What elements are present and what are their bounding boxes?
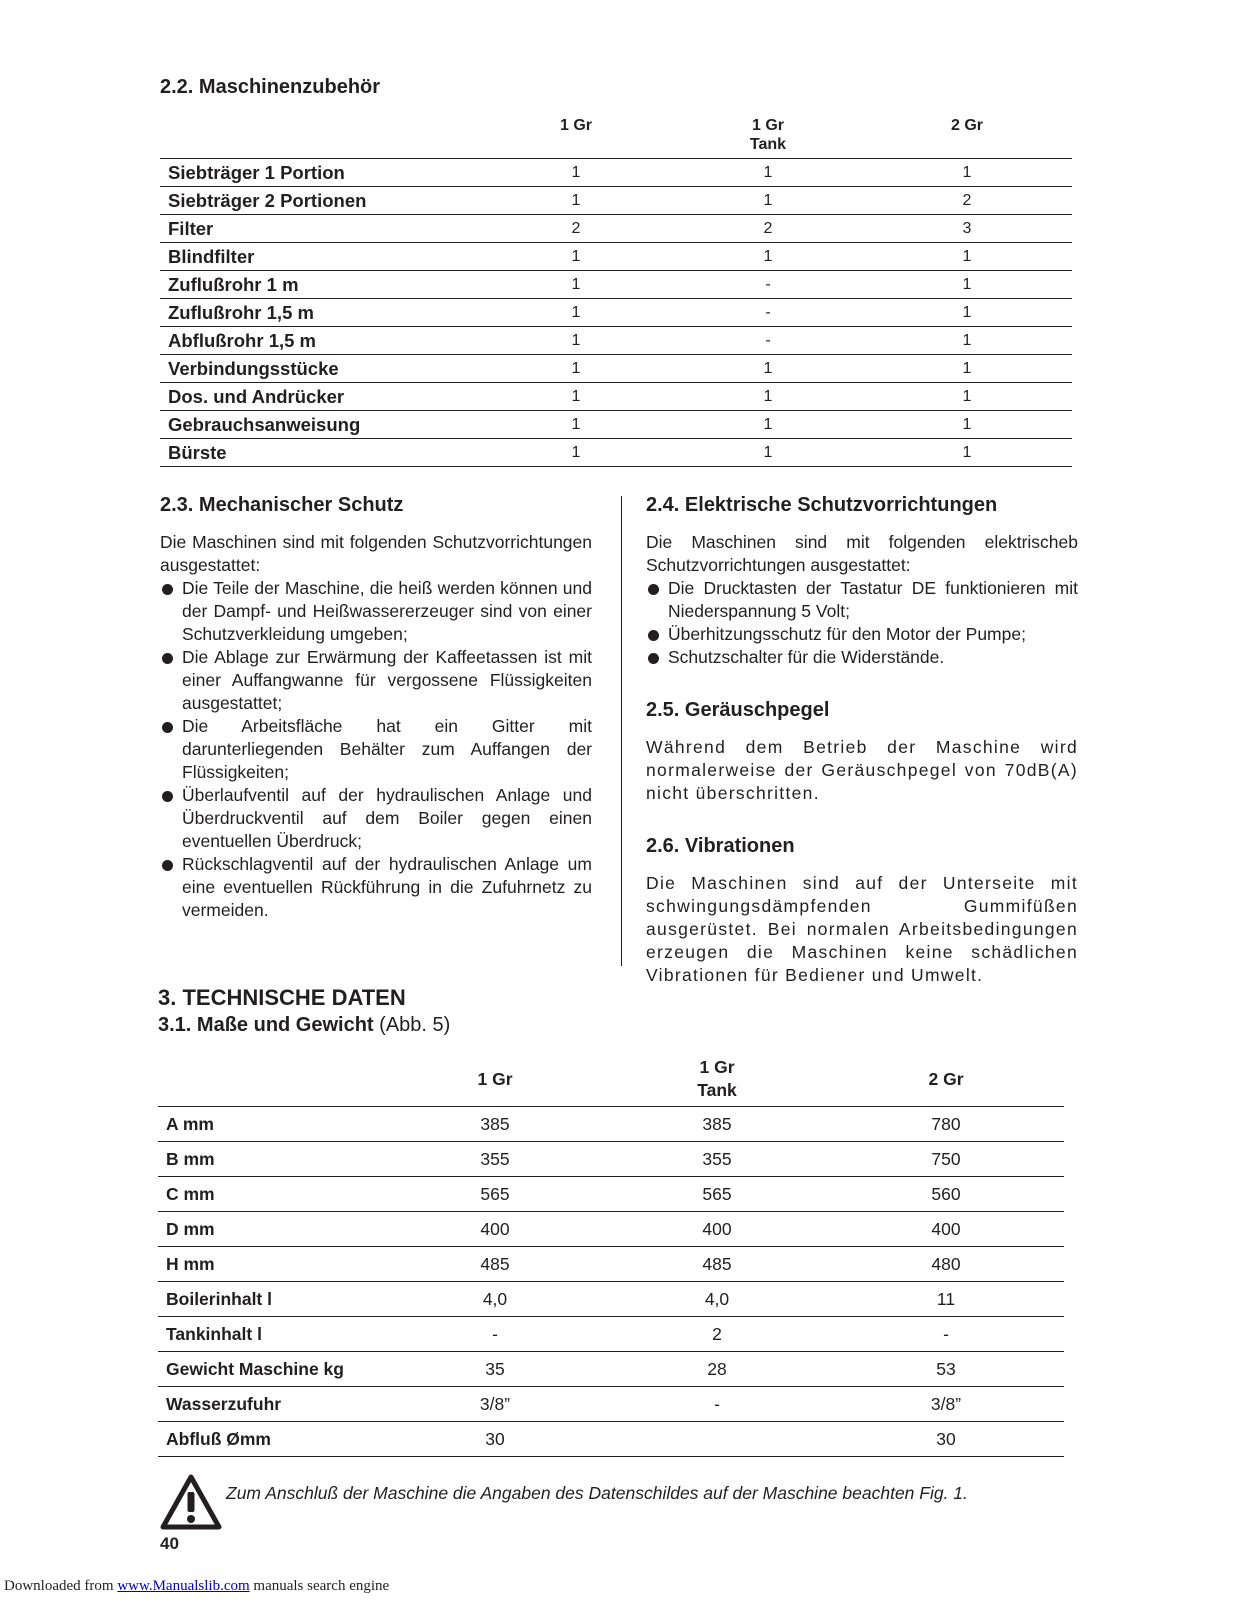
table-cell: 30: [384, 1422, 606, 1457]
header-col: 1 Gr Tank: [697, 1057, 737, 1100]
bullet-icon: [162, 584, 173, 595]
table-row: [160, 355, 1072, 383]
row-label: Gebrauchsanweisung: [160, 411, 478, 439]
mechanical-protection-intro: Die Maschinen sind mit folgenden Schutzvorrichtungen ausgestattet:: [160, 532, 592, 575]
table-cell: 1: [478, 439, 674, 467]
table-cell: 53: [828, 1352, 1064, 1387]
table-cell: 1: [862, 439, 1072, 467]
table-row: [158, 1212, 1064, 1247]
table-cell: 3/8”: [828, 1387, 1064, 1422]
header-col: 2 Gr: [950, 117, 983, 134]
table-cell: 4,0: [606, 1282, 828, 1317]
row-label: H mm: [158, 1247, 384, 1282]
table-cell: 1: [862, 243, 1072, 271]
table-row: [158, 1247, 1064, 1282]
table-cell: 1: [862, 411, 1072, 439]
row-label: Zuflußrohr 1 m: [160, 271, 478, 299]
table-row: [160, 215, 1072, 243]
table-cell: 480: [828, 1247, 1064, 1282]
dimensions-subtitle: [158, 1014, 450, 1037]
technical-data-table: [158, 1054, 1064, 1457]
list-item: Die Teile der Maschine, die heiß werden können und der Dampf- und Heißwassererzeuger sind von einer Schutzverkleidung umgeben;: [160, 577, 592, 646]
table-row: [160, 243, 1072, 271]
row-label: Wasserzufuhr: [158, 1387, 384, 1422]
table-row: [160, 299, 1072, 327]
row-label: Filter: [160, 215, 478, 243]
mechanical-protection-list: [160, 577, 592, 922]
table-cell: -: [674, 299, 862, 327]
table-cell: 1: [478, 159, 674, 187]
table-cell: 1: [862, 355, 1072, 383]
table-cell: 30: [828, 1422, 1064, 1457]
row-label: Dos. und Andrücker: [160, 383, 478, 411]
table-cell: 750: [828, 1142, 1064, 1177]
download-footer: [4, 1578, 389, 1595]
row-label: C mm: [158, 1177, 384, 1212]
technical-header-row: [158, 1054, 1064, 1107]
table-row: [160, 383, 1072, 411]
table-row: [158, 1142, 1064, 1177]
table-cell: 1: [478, 355, 674, 383]
row-label: Bürste: [160, 439, 478, 467]
noise-title: 2.5. Geräuschpegel: [646, 699, 830, 721]
table-row: [158, 1387, 1064, 1422]
table-cell: 355: [384, 1142, 606, 1177]
table-cell: 1: [674, 439, 862, 467]
electrical-protection-list: [646, 577, 1078, 669]
table-cell: 2: [862, 187, 1072, 215]
table-cell: 1: [674, 355, 862, 383]
table-cell: -: [606, 1387, 828, 1422]
row-label: Siebträger 2 Portionen: [160, 187, 478, 215]
header-col: 1 Gr: [559, 117, 592, 134]
list-item: Die Arbeitsfläche hat ein Gitter mit darunterliegenden Behälter zum Auffangen der Flüssigkeiten;: [160, 715, 592, 784]
page-number: 40: [160, 1534, 179, 1553]
right-column: [646, 494, 1078, 987]
table-cell: 1: [862, 327, 1072, 355]
list-item: Die Drucktasten der Tastatur DE funktionieren mit Niederspannung 5 Volt;: [646, 577, 1078, 623]
accessories-table: [160, 114, 1072, 467]
manualslib-link[interactable]: www.Manualslib.com: [117, 1578, 250, 1594]
table-cell: 400: [384, 1212, 606, 1247]
dimensions-subtitle-ref: (Abb. 5): [379, 1014, 451, 1036]
table-row: [158, 1107, 1064, 1142]
header-empty: [160, 114, 478, 159]
bullet-icon: [648, 653, 659, 664]
table-row: [158, 1317, 1064, 1352]
table-row: [160, 327, 1072, 355]
table-cell: 1: [862, 159, 1072, 187]
table-cell: 1: [862, 383, 1072, 411]
table-cell: 11: [828, 1282, 1064, 1317]
table-cell: 565: [606, 1177, 828, 1212]
table-cell: 35: [384, 1352, 606, 1387]
bullet-icon: [162, 791, 173, 802]
row-label: Abfluß Ømm: [158, 1422, 384, 1457]
table-cell: 400: [606, 1212, 828, 1247]
table-row: [160, 187, 1072, 215]
table-cell: 4,0: [384, 1282, 606, 1317]
table-cell: 400: [828, 1212, 1064, 1247]
list-item: Schutzschalter für die Widerstände.: [646, 646, 1078, 669]
table-row: [160, 411, 1072, 439]
table-cell: [606, 1422, 828, 1457]
table-row: [158, 1177, 1064, 1212]
header-col: 2 Gr: [928, 1068, 964, 1089]
electrical-protection-intro: Die Maschinen sind mit folgenden elektrischeb Schutzvorrichtungen ausgestattet:: [646, 532, 1078, 575]
accessories-header-row: [160, 114, 1072, 159]
table-cell: 1: [478, 243, 674, 271]
table-row: [158, 1422, 1064, 1457]
table-cell: 485: [384, 1247, 606, 1282]
table-cell: 3: [862, 215, 1072, 243]
table-cell: 1: [674, 411, 862, 439]
table-cell: 1: [674, 383, 862, 411]
table-cell: 2: [674, 215, 862, 243]
row-label: B mm: [158, 1142, 384, 1177]
row-label: A mm: [158, 1107, 384, 1142]
table-row: [160, 271, 1072, 299]
table-cell: 1: [674, 187, 862, 215]
row-label: Boilerinhalt l: [158, 1282, 384, 1317]
footer-suffix: manuals search engine: [249, 1578, 390, 1594]
table-cell: 1: [478, 299, 674, 327]
row-label: Blindfilter: [160, 243, 478, 271]
table-row: [158, 1282, 1064, 1317]
row-label: Gewicht Maschine kg: [158, 1352, 384, 1387]
table-cell: -: [384, 1317, 606, 1352]
table-cell: 385: [384, 1107, 606, 1142]
bullet-icon: [162, 860, 173, 871]
table-cell: 565: [384, 1177, 606, 1212]
warning-text: Zum Anschluß der Maschine die Angaben des Datenschildes auf der Maschine beachten Fig. 1.: [226, 1483, 968, 1503]
table-cell: 780: [828, 1107, 1064, 1142]
mechanical-protection-title: 2.3. Mechanischer Schutz: [160, 494, 404, 516]
table-cell: 1: [674, 159, 862, 187]
row-label: D mm: [158, 1212, 384, 1247]
table-cell: 28: [606, 1352, 828, 1387]
row-label: Abflußrohr 1,5 m: [160, 327, 478, 355]
table-cell: 355: [606, 1142, 828, 1177]
list-item: Die Ablage zur Erwärmung der Kaffeetassen ist mit einer Auffangwanne für vergossene Flüssigkeiten ausgestattet;: [160, 646, 592, 715]
header-col: 1 Gr Tank: [749, 117, 787, 153]
table-cell: 1: [862, 299, 1072, 327]
bullet-icon: [162, 722, 173, 733]
warning-triangle-icon: [160, 1474, 222, 1530]
vibration-text: Die Maschinen sind auf der Unterseite mit schwingungsdämpfenden Gummifüßen ausgerüstet. Bei normalen Arbeitsbedingungen erzeugen die Maschinen keine schädlichen Vibrationen für Bediener und Umwelt.: [646, 873, 1078, 985]
table-row: [160, 439, 1072, 467]
accessories-title: 2.2. Maschinenzubehör: [160, 76, 381, 98]
row-label: Verbindungsstücke: [160, 355, 478, 383]
footer-prefix: Downloaded from: [4, 1578, 118, 1594]
row-label: Zuflußrohr 1,5 m: [160, 299, 478, 327]
table-cell: -: [828, 1317, 1064, 1352]
table-cell: 1: [478, 271, 674, 299]
table-cell: -: [674, 327, 862, 355]
list-item: Überlaufventil auf der hydraulischen Anlage und Überdruckventil auf dem Boiler gegen einen eventuellen Überdruck;: [160, 784, 592, 853]
table-cell: 1: [862, 271, 1072, 299]
table-cell: 3/8”: [384, 1387, 606, 1422]
table-row: [160, 159, 1072, 187]
row-label: Tankinhalt l: [158, 1317, 384, 1352]
table-cell: 1: [478, 383, 674, 411]
technical-data-title: 3. TECHNISCHE DATEN: [158, 985, 406, 1010]
list-item: Überhitzungsschutz für den Motor der Pumpe;: [646, 623, 1078, 646]
table-cell: 1: [478, 411, 674, 439]
row-label: Siebträger 1 Portion: [160, 159, 478, 187]
mechanical-protection-section: [160, 494, 592, 922]
table-cell: 2: [606, 1317, 828, 1352]
header-col: 1 Gr: [477, 1068, 513, 1089]
header-empty: [158, 1054, 384, 1107]
column-divider: [621, 496, 622, 966]
table-row: [158, 1352, 1064, 1387]
bullet-icon: [648, 630, 659, 641]
vibration-title: 2.6. Vibrationen: [646, 835, 795, 857]
table-cell: 385: [606, 1107, 828, 1142]
table-cell: 1: [478, 187, 674, 215]
table-cell: 2: [478, 215, 674, 243]
noise-text: Während dem Betrieb der Maschine wird normalerweise der Geräuschpegel von 70dB(A) nicht überschritten.: [646, 737, 1078, 803]
table-cell: 560: [828, 1177, 1064, 1212]
bullet-icon: [648, 584, 659, 595]
bullet-icon: [162, 653, 173, 664]
table-cell: 1: [674, 243, 862, 271]
table-cell: 485: [606, 1247, 828, 1282]
dimensions-subtitle-text: 3.1. Maße und Gewicht: [158, 1014, 374, 1036]
list-item: Rückschlagventil auf der hydraulischen Anlage um eine eventuellen Rückführung in die Zufuhrnetz zu vermeiden.: [160, 853, 592, 922]
table-cell: -: [674, 271, 862, 299]
electrical-protection-title: 2.4. Elektrische Schutzvorrichtungen: [646, 494, 998, 516]
table-cell: 1: [478, 327, 674, 355]
